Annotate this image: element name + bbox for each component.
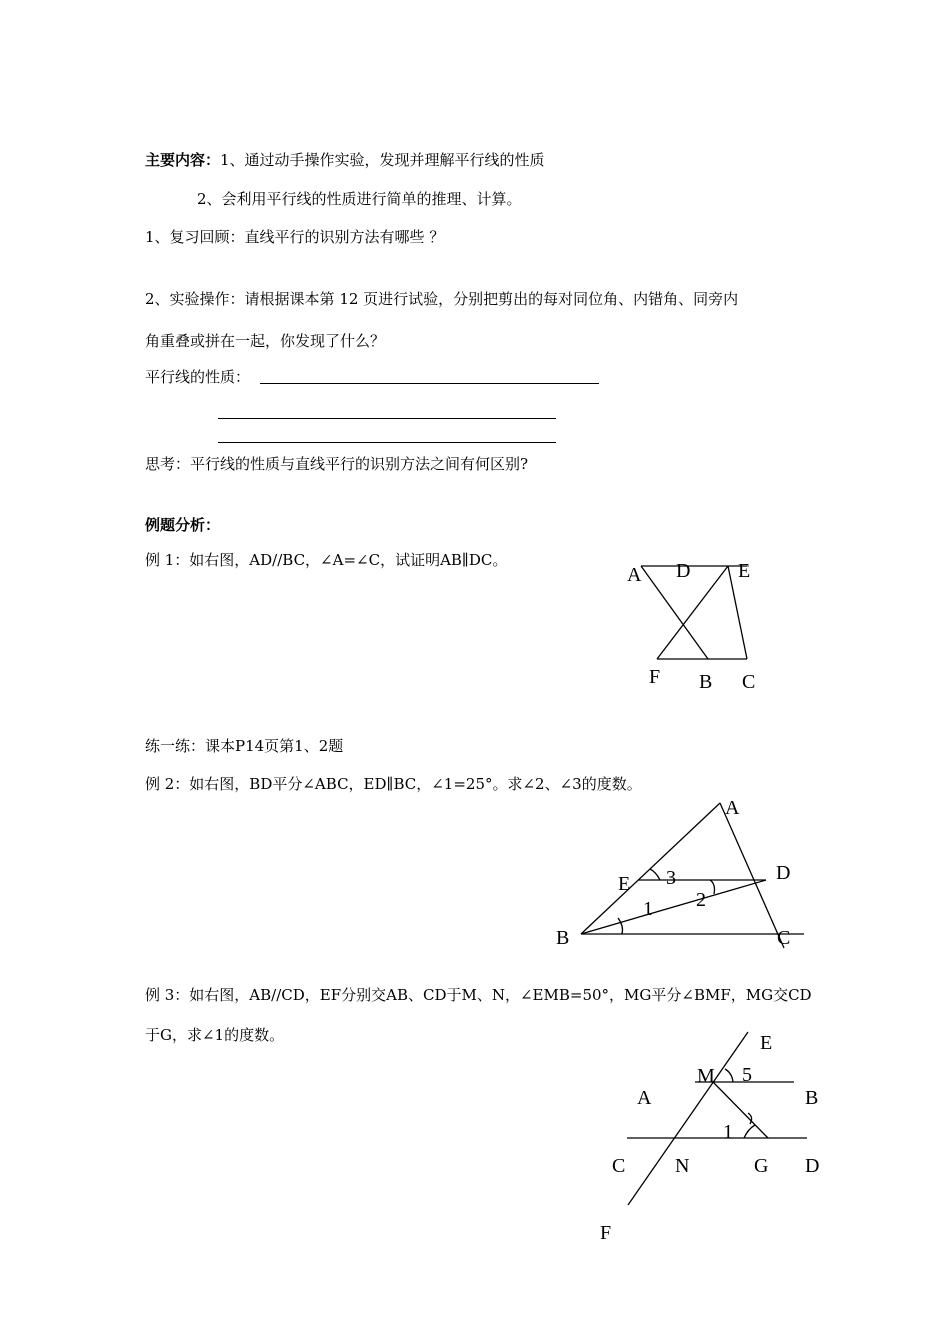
label-F: F xyxy=(600,1222,612,1244)
label-B: B xyxy=(805,1087,819,1109)
line-MG xyxy=(713,1082,768,1138)
label-E: E xyxy=(760,1032,773,1054)
label-A: A xyxy=(725,797,740,819)
label-D: D xyxy=(676,560,691,582)
experiment-line2: 角重叠或拼在一起，你发现了什么？ xyxy=(145,332,386,350)
label-D: D xyxy=(805,1155,820,1177)
label-3: 3 xyxy=(666,867,676,889)
main-content-item1: 1、通过动手操作实验，发现并理解平行线的性质 xyxy=(220,151,545,169)
main-content-line1 xyxy=(145,150,545,170)
example3-line2: 于G，求∠1的度数。 xyxy=(145,1026,285,1044)
examples-title: 例题分析： xyxy=(145,516,221,534)
answer-blank-3[interactable] xyxy=(218,442,556,443)
label-E: E xyxy=(738,560,751,582)
label-2: 2 xyxy=(696,889,706,911)
answer-blank-1[interactable] xyxy=(260,383,599,384)
line-AD xyxy=(720,803,784,948)
label-B: B xyxy=(556,927,570,949)
line-AB xyxy=(641,566,708,659)
label-E: E xyxy=(618,873,631,895)
experiment-line1: 2、实验操作：请根据课本第 12 页进行试验，分别把剪出的每对同位角、内错角、同旁内 xyxy=(145,290,739,308)
line-EF xyxy=(657,566,728,659)
label-M: M xyxy=(697,1065,715,1087)
main-content-label: 主要内容： xyxy=(145,151,221,169)
example1-figure xyxy=(615,550,775,700)
label-A: A xyxy=(627,564,642,586)
example2-figure xyxy=(550,790,810,960)
label-B: B xyxy=(699,671,713,693)
label-1: 1 xyxy=(643,898,653,920)
label-D: D xyxy=(776,862,791,884)
label-C: C xyxy=(612,1155,626,1177)
label-C: C xyxy=(742,671,756,693)
line-EF xyxy=(628,1032,748,1205)
example2-text: 例 2：如右图，BD平分∠ABC，ED∥BC，∠1=25°。求∠2、∠3的度数。 xyxy=(145,775,642,793)
answer-blank-2[interactable] xyxy=(218,418,556,419)
practice-text: 练一练：课本P14页第1、2题 xyxy=(145,737,344,755)
angle-1-arc xyxy=(744,1125,755,1138)
label-1: 1 xyxy=(723,1121,733,1143)
example3-line1: 例 3：如右图，AB//CD，EF分别交AB、CD于M、N，∠EMB=50°，MG平分∠BMF，MG交CD xyxy=(145,986,812,1004)
property-label: 平行线的性质： xyxy=(145,368,251,386)
label-N: N xyxy=(675,1155,690,1177)
label-F: F xyxy=(649,666,661,688)
review-question: 1、复习回顾：直线平行的识别方法有哪些 ？ xyxy=(145,228,445,246)
angle-2-arc xyxy=(710,880,715,894)
label-5: 5 xyxy=(742,1064,752,1086)
label-G: G xyxy=(754,1155,769,1177)
angle-3-arc xyxy=(650,869,660,880)
think-question: 思考：平行线的性质与直线平行的识别方法之间有何区别? xyxy=(145,455,529,473)
angle-1-arc xyxy=(618,918,623,934)
label-C: C xyxy=(777,927,791,949)
label-A: A xyxy=(637,1087,652,1109)
angle-5-arc xyxy=(725,1069,733,1082)
example1-text: 例 1：如右图，AD//BC，∠A=∠C，试证明AB∥DC。 xyxy=(145,551,508,569)
main-content-item2: 2、会利用平行线的性质进行简单的推理、计算。 xyxy=(197,190,522,208)
example3-figure xyxy=(600,1025,840,1255)
